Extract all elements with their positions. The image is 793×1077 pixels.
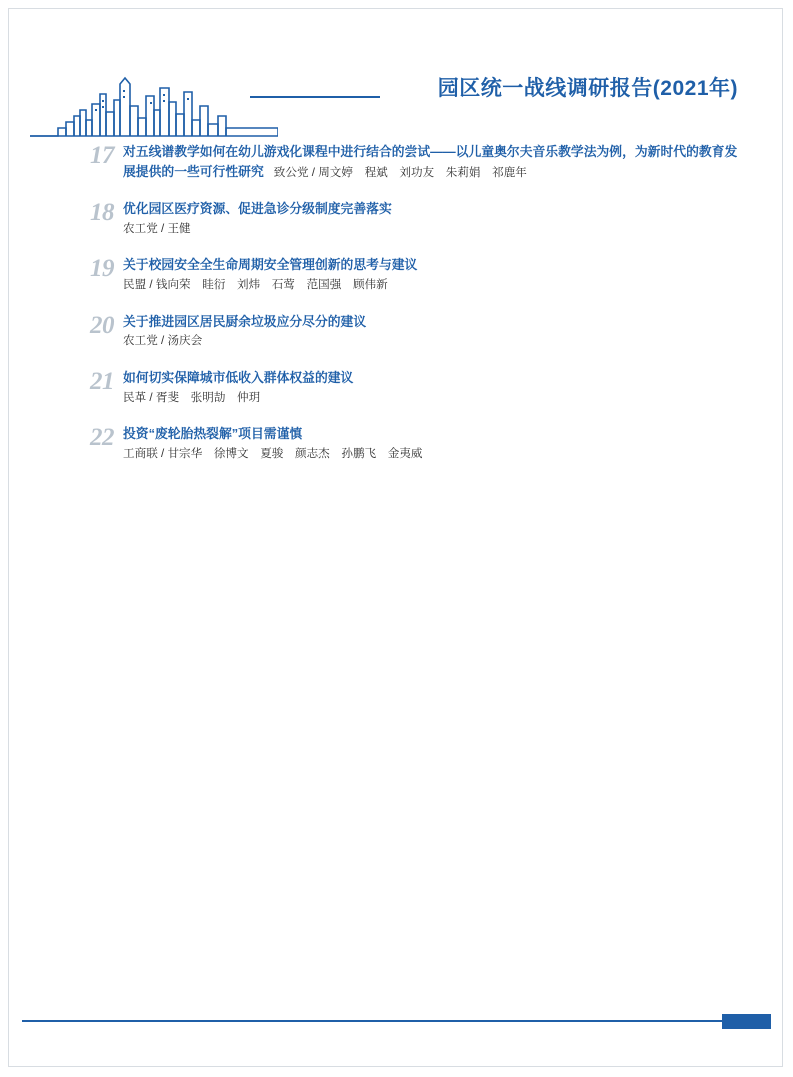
list-item[interactable] <box>78 368 738 407</box>
list-item[interactable] <box>78 142 738 182</box>
entry-authors: 农工党 / 王健 <box>123 221 191 235</box>
entry-number: 20 <box>90 311 114 339</box>
entry-title: 优化园区医疗资源、促进急诊分级制度完善落实 <box>123 200 392 216</box>
entry-number: 21 <box>90 367 114 395</box>
entry-number: 17 <box>90 142 114 169</box>
entry-body <box>123 368 738 407</box>
list-item[interactable] <box>78 424 738 463</box>
entry-authors: 工商联 / 甘宗华 徐博文 夏骏 颜志杰 孙鹏飞 金夷威 <box>123 447 423 461</box>
table-of-contents <box>78 142 738 481</box>
entry-body <box>123 199 738 238</box>
entry-title: 如何切实保障城市低收入群体权益的建议 <box>123 369 354 385</box>
page-title: 园区统一战线调研报告(2021年) <box>437 77 738 100</box>
entry-number: 18 <box>90 198 114 226</box>
list-item[interactable] <box>78 312 738 351</box>
list-item[interactable] <box>78 255 738 294</box>
entry-body <box>123 142 738 182</box>
footer-divider-line <box>22 1020 771 1022</box>
footer-accent-block <box>722 1014 771 1029</box>
entry-body <box>123 255 738 294</box>
list-item[interactable] <box>78 199 738 238</box>
page-header <box>0 40 793 118</box>
entry-number: 22 <box>90 424 114 452</box>
entry-number: 19 <box>90 255 114 283</box>
entry-authors: 民盟 / 钱向荣 眭衍 刘炜 石莺 范国强 顾伟新 <box>123 278 388 291</box>
entry-title <box>123 142 738 182</box>
entry-title: 投资“废轮胎热裂解”项目需谨慎 <box>123 426 303 442</box>
entry-title: 关于校园安全全生命周期安全管理创新的思考与建议 <box>123 257 418 273</box>
entry-authors: 民革 / 胥斐 张明劼 仲玥 <box>123 390 261 404</box>
entry-body <box>123 424 738 463</box>
entry-authors: 致公党 / 周文婷 程斌 刘功友 朱莉娟 祁鹿年 <box>273 165 527 179</box>
header-divider-line <box>250 96 380 98</box>
entry-title-text: 对五线谱教学如何在幼儿游戏化课程中进行结合的尝试——以儿童奥尔夫音乐教学法为例，为新时代的教育发展提供的一些可行性研究 <box>123 144 738 179</box>
entry-title: 关于推进园区居民厨余垃圾应分尽分的建议 <box>123 313 367 329</box>
city-skyline-icon <box>28 76 278 138</box>
entry-authors: 农工党 / 汤庆会 <box>123 334 203 348</box>
entry-body <box>123 312 738 351</box>
